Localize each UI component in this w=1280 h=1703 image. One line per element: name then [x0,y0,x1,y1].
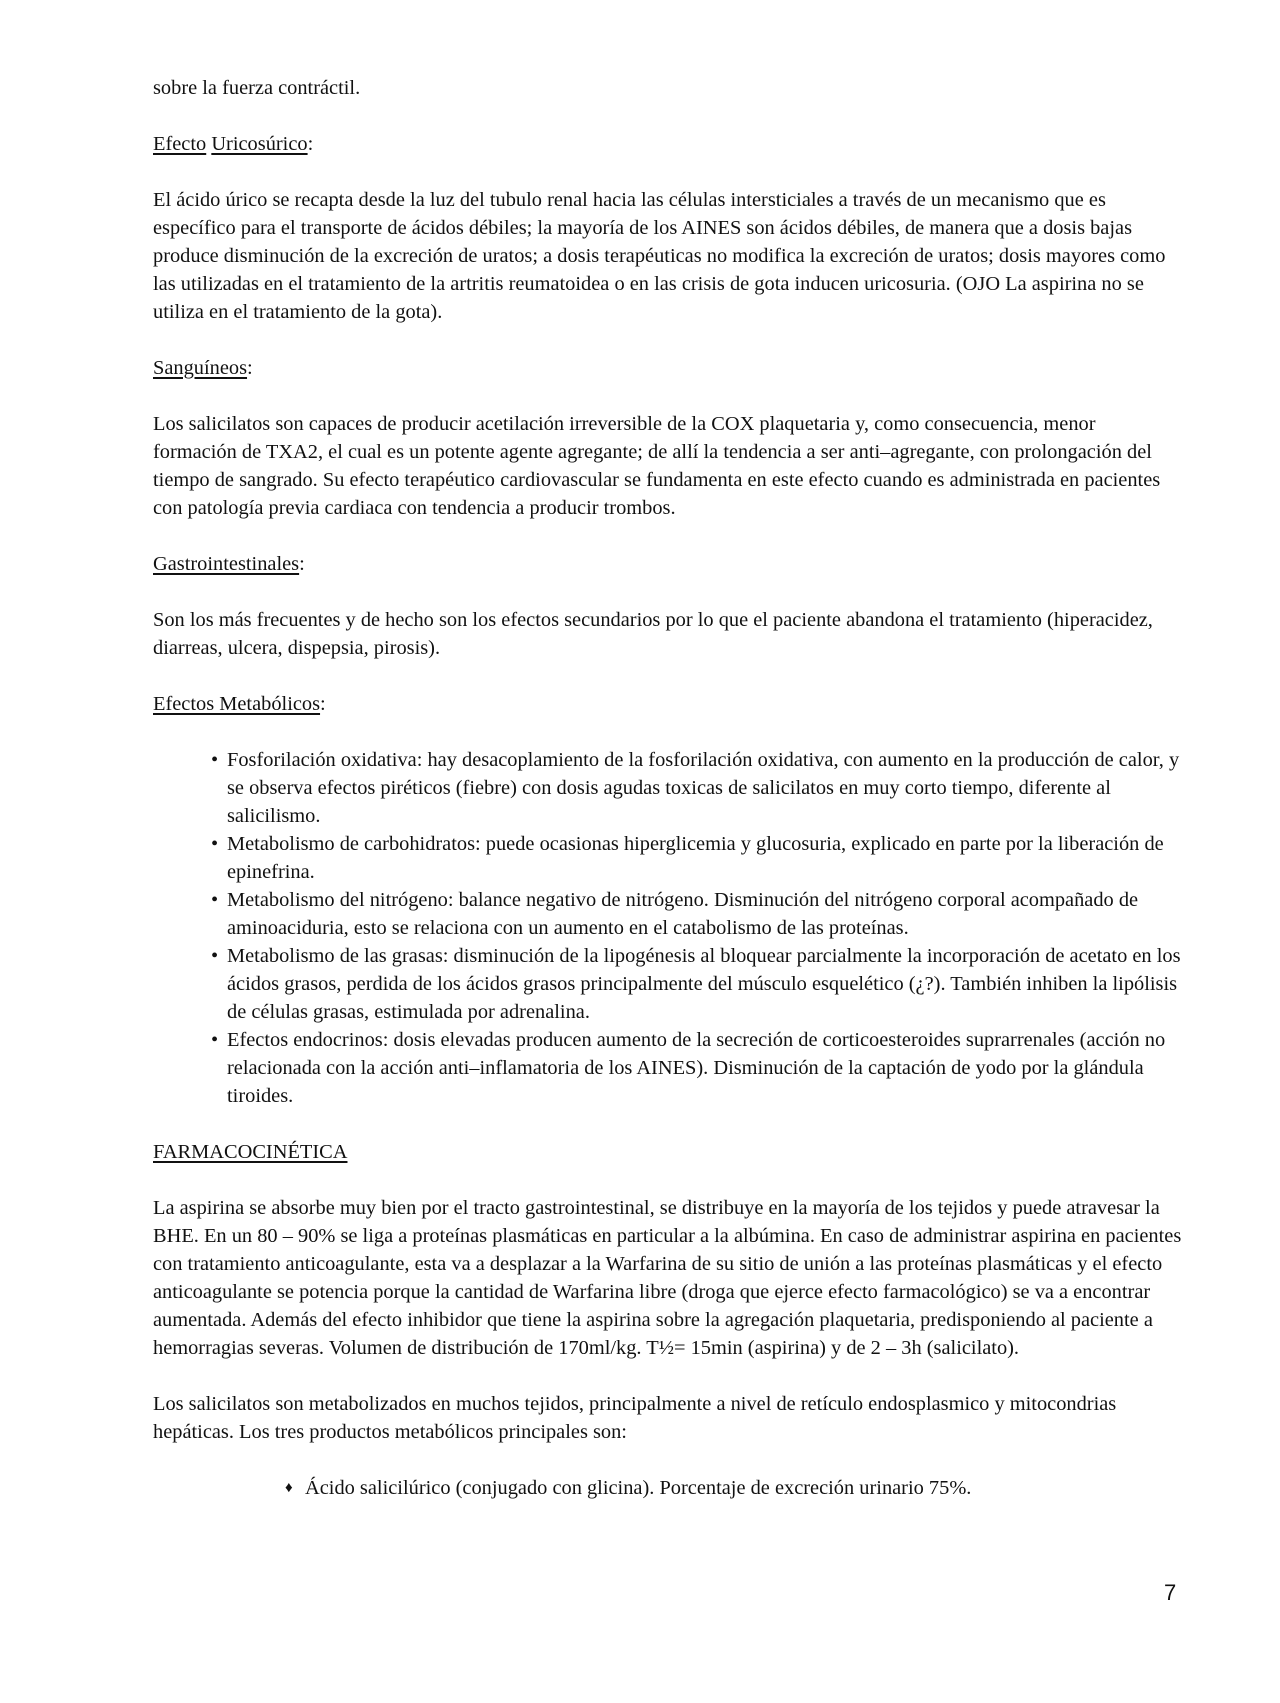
bullet-icon: • [211,889,219,911]
heading-text: Gastrointestinales [153,553,300,575]
list-item [211,830,1183,886]
heading-gastrointestinales [153,550,1183,578]
heading-efecto-uricosurico [153,130,1183,158]
heading-colon: : [299,553,305,575]
list-item-text: Efectos endocrinos: dosis elevadas producen aumento de la secreción de corticoesteroides suprarrenales (acción no relacionada con la acción anti‒inflamatoria de los AINES). Disminución de la captación de yodo por la glándula tiroides. [227,1029,1166,1107]
list-item-text: Metabolismo de las grasas: disminución de la lipogénesis al bloquear parcialmente la incorporación de acetato en los ácidos grasos, perdida de los ácidos grasos principalmente del músculo esquelético (¿?). También inhiben la lipólisis de células grasas, estimulada por adrenalina. [227,945,1181,1023]
paragraph-farmacocinetica-1: La aspirina se absorbe muy bien por el tracto gastrointestinal, se distribuye en la mayoría de los tejidos y puede atravesar la BHE. En un 80 ‒ 90% se liga a proteínas plasmáticas en particular a la albúmina. En caso de administrar aspirina en pacientes con tratamiento anticoagulante, esta va a desplazar a la Warfarina de su sitio de unión a las proteínas plasmáticas y el efecto anticoagulante se potencia porque la cantidad de Warfarina libre (droga que ejerce efecto farmacológico) se va a encontrar aumentada. Además del efecto inhibidor que tiene la aspirina sobre la agregación plaquetaria, predisponiendo al paciente a hemorragias severas. Volumen de distribución de 170ml/kg. T½= 15min (aspirina) y de 2 ‒ 3h (salicilato). [153,1197,1182,1359]
bullet-icon: • [211,833,219,855]
heading-colon: : [307,133,314,155]
heading-word-uricosurico: Uricosúrico [211,133,308,155]
paragraph-sanguineos: Los salicilatos son capaces de producir acetilación irreversible de la COX plaquetaria y, como consecuencia, menor formación de TXA2, el cual es un potente agente agregante; de allí la tendencia a ser anti‒agregante, con prolongación del tiempo de sangrado. Su efecto terapéutico cardiovascular se fundamenta en este efecto cuando es administrada en pacientes con patología previa cardiaca con tendencia a producir trombos. [153,413,1161,519]
list-item [211,746,1183,830]
page-number: 7 [1164,1580,1177,1605]
heading-text: Efectos Metabólicos [153,693,321,715]
heading-farmacocinetica [153,1138,1183,1166]
heading-text: Sanguíneos [153,357,248,379]
list-item-text: Fosforilación oxidativa: hay desacoplamiento de la fosforilación oxidativa, con aumento en la producción de calor, y se observa efectos piréticos (fiebre) con dosis agudas toxicas de salicilatos en muy corto tiempo, diferente al salicilismo. [227,749,1180,827]
list-item [211,886,1183,942]
bullet-icon: • [211,1029,219,1051]
list-item-text: Metabolismo del nitrógeno: balance negativo de nitrógeno. Disminución del nitrógeno corporal acompañado de aminoaciduria, esto se relaciona con un aumento en el catabolismo de las proteínas. [227,889,1139,939]
paragraph-farmacocinetica-2: Los salicilatos son metabolizados en muchos tejidos, principalmente a nivel de retículo endosplasmico y mitocondrias hepáticas. Los tres productos metabólicos principales son: [153,1393,1117,1443]
heading-colon: : [247,357,253,379]
list-item-text: Metabolismo de carbohidratos: puede ocasionas hiperglicemia y glucosuria, explicado en parte por la liberación de epinefrina. [227,833,1164,883]
heading-efectos-metabolicos [153,690,1183,718]
document-page [153,74,1183,1502]
heading-word-efecto: Efecto [153,133,207,155]
metabolic-effects-list [153,746,1183,1110]
heading-sanguineos [153,354,1183,382]
list-item [285,1474,1183,1502]
paragraph-uricosurico: El ácido úrico se recapta desde la luz del tubulo renal hacia las células intersticiales a través de un mecanismo que es específico para el transporte de ácidos débiles; la mayoría de los AINES son ácidos débiles, de manera que a dosis bajas produce disminución de la excreción de uratos; a dosis terapéuticas no modifica la excreción de uratos; dosis mayores como las utilizadas en el tratamiento de la artritis reumatoidea o en las crisis de gota inducen uricosuria. (OJO La aspirina no se utiliza en el tratamiento de la gota). [153,189,1166,323]
list-item [211,942,1183,1026]
heading-text: FARMACOCINÉTICA [153,1141,348,1163]
intro-line: sobre la fuerza contráctil. [153,77,361,99]
list-item [211,1026,1183,1110]
bullet-icon: • [211,749,219,771]
paragraph-gastrointestinales: Son los más frecuentes y de hecho son los efectos secundarios por lo que el paciente abandona el tratamiento (hiperacidez, diarreas, ulcera, dispepsia, pirosis). [153,609,1153,659]
list-item-text: Ácido salicilúrico (conjugado con glicina). Porcentaje de excreción urinario 75%. [305,1477,972,1499]
metabolic-products-list [153,1474,1183,1502]
heading-colon: : [320,693,326,715]
diamond-bullet-icon: ♦ [285,1480,293,1496]
bullet-icon: • [211,945,219,967]
